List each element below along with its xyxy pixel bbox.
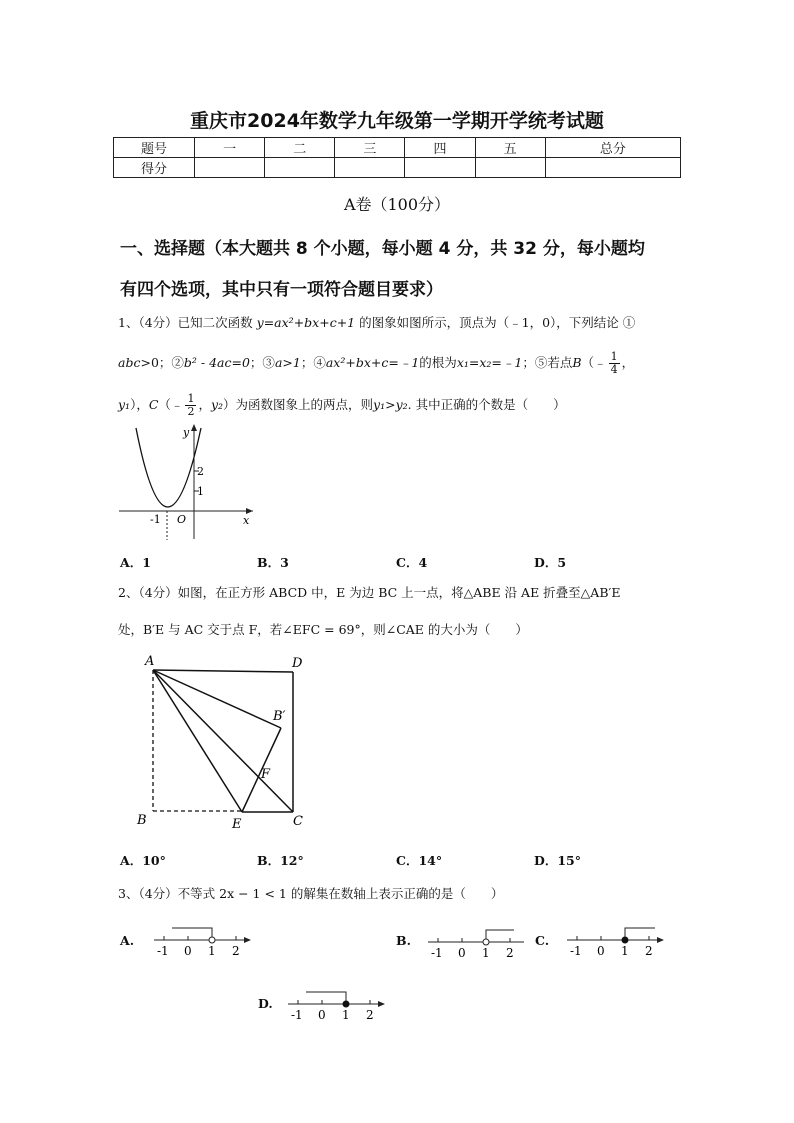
- tick-label: 2: [645, 944, 653, 958]
- q3-stem: 3、（4分）不等式 2x − 1 < 1 的解集在数轴上表示正确的是（ ）: [118, 886, 504, 901]
- tick-label: 2: [506, 946, 514, 960]
- q2-line1: 2、（4分）如图，在正方形 ABCD 中，E 为边 BC 上一点，将△ABE 沿 AE 折叠至△AB′E: [118, 585, 621, 600]
- q2-option-b[interactable]: B．12°: [257, 853, 304, 868]
- score-cell: [265, 158, 335, 178]
- q1-text: . 其中正确的个数是（ ）: [407, 397, 566, 412]
- score-header-cell: 题号: [114, 138, 195, 158]
- q1-option-d[interactable]: D．5: [534, 555, 567, 570]
- tick-label: -1: [570, 944, 582, 958]
- q3-option-d-number-line[interactable]: [284, 986, 389, 1022]
- q1-text: ；③: [249, 355, 275, 370]
- tick-label: 1: [342, 1008, 350, 1022]
- tick-label: 1: [482, 946, 490, 960]
- q3-option-b-number-line[interactable]: [424, 924, 529, 960]
- q1-equation: ax²+bx+c=﹣1: [325, 355, 420, 370]
- score-cell: [335, 158, 405, 178]
- q2-square-figure: [135, 648, 315, 833]
- tick-label: -1: [157, 944, 169, 958]
- part1-heading-line1: 一、选择题（本大题共 8 个小题，每小题 4 分，共 32 分，每小题均: [120, 239, 645, 259]
- parabola-curve: [136, 428, 201, 507]
- q1-line3: [118, 393, 566, 418]
- q2-option-a[interactable]: A．10°: [120, 853, 166, 868]
- graph-tick-2-label: 2: [197, 465, 204, 478]
- score-cell: [545, 158, 680, 178]
- q1-fraction-half: [185, 393, 196, 418]
- q2-option-d[interactable]: D．15°: [534, 853, 581, 868]
- q1-discriminant: b² - 4ac=0: [183, 355, 250, 370]
- q1-point-c: C: [148, 397, 159, 412]
- q1-text: ），: [130, 397, 149, 412]
- q1-text: ）为函数图象上的两点，则: [223, 397, 374, 412]
- score-cell: [475, 158, 545, 178]
- q1-option-c[interactable]: C．4: [396, 555, 428, 570]
- q3-option-d-label[interactable]: D.: [258, 996, 273, 1011]
- number-line-arrow: [378, 1001, 385, 1007]
- q1-y2: y₂: [210, 397, 224, 412]
- graph-y-label: y: [183, 426, 190, 439]
- score-cell: [195, 158, 265, 178]
- segment-ae: [153, 670, 242, 812]
- section-title: A卷（100分）: [343, 195, 451, 214]
- label-d: D: [292, 656, 303, 671]
- score-cell: [405, 158, 475, 178]
- tick-label: 0: [458, 946, 466, 960]
- q3-option-b-label[interactable]: B.: [396, 933, 411, 948]
- solution-bracket: [306, 992, 346, 1001]
- q1-text: （﹣: [158, 397, 184, 412]
- fraction-denominator: 2: [187, 405, 195, 418]
- label-e: E: [232, 817, 242, 832]
- q3-option-a-number-line[interactable]: [150, 922, 255, 958]
- q1-text: 的根为: [419, 355, 457, 370]
- number-line-arrow: [244, 937, 251, 943]
- tick-label: 2: [366, 1008, 374, 1022]
- fraction-numerator: 1: [610, 350, 618, 363]
- q1-text: ，: [198, 397, 211, 412]
- q2-line2: 处，B′E 与 AC 交于点 F，若∠EFC = 69°，则∠CAE 的大小为（ ）: [118, 622, 528, 637]
- q1-prefix: 1、（4分）已知二次函数: [118, 315, 253, 330]
- q1-line2: abc>0；②b² - 4ac=0；③a>1；④ax²+bx+c=﹣1的根为x₁=x₂=﹣1；⑤若点B（﹣ $\frac{1}{4}$ ，: [118, 350, 635, 376]
- score-header-cell: 总分: [545, 138, 680, 158]
- open-endpoint: [483, 939, 489, 945]
- label-b: B: [137, 813, 147, 828]
- tick-label: 2: [232, 944, 240, 958]
- q1-mid: 的图象如图所示，顶点为（﹣1，0），下列结论 ①: [359, 315, 636, 330]
- q1-text: （﹣: [581, 355, 607, 370]
- q2-option-c[interactable]: C．14°: [396, 853, 443, 868]
- q3-option-c-label[interactable]: C.: [535, 933, 550, 948]
- q1-option-b[interactable]: B．3: [257, 555, 289, 570]
- q3-option-a-label[interactable]: A.: [120, 933, 135, 948]
- q1-y1: y₁: [118, 397, 131, 412]
- tick-label: 0: [597, 944, 605, 958]
- part1-heading-line2: 有四个选项，其中只有一项符合题目要求）: [120, 280, 443, 300]
- graph-x-label: x: [243, 514, 250, 527]
- q3-option-c-number-line[interactable]: [563, 922, 668, 958]
- closed-endpoint: [343, 1001, 349, 1007]
- score-header-cell: 四: [405, 138, 475, 158]
- score-row-label: 得分: [114, 158, 195, 178]
- segment-ab-prime: [153, 670, 281, 728]
- graph-origin-label: O: [177, 513, 187, 526]
- solution-bracket: [625, 928, 655, 937]
- score-table-header-row: [114, 138, 681, 158]
- q1-text: >0；②: [140, 355, 184, 370]
- q1-parabola-graph: [115, 420, 265, 542]
- score-header-cell: 二: [265, 138, 335, 158]
- solution-bracket: [486, 930, 514, 939]
- label-c: C: [293, 814, 303, 829]
- q1-abc: abc: [118, 355, 141, 370]
- q1-point-b: B: [572, 355, 582, 370]
- q1-function: y=ax²+bx+c+1: [256, 315, 356, 330]
- q1-text: ；⑤若点: [522, 355, 573, 370]
- q1-fraction-quarter: [609, 351, 620, 376]
- score-header-cell: 五: [475, 138, 545, 158]
- q1-option-a[interactable]: A．1: [120, 555, 151, 570]
- label-b-prime: B′: [273, 709, 286, 724]
- tick-label: 0: [184, 944, 192, 958]
- open-endpoint: [209, 937, 215, 943]
- tick-label: -1: [291, 1008, 303, 1022]
- closed-endpoint: [622, 937, 628, 943]
- solution-bracket: [172, 928, 212, 937]
- q1-line1: [118, 315, 635, 331]
- graph-tick-neg1-label: -1: [150, 513, 161, 526]
- q1-conclusion: y₁>y₂: [373, 397, 408, 412]
- score-header-cell: 一: [195, 138, 265, 158]
- diagonal-ac: [153, 670, 293, 812]
- tick-label: 0: [318, 1008, 326, 1022]
- paper-title: 重庆市2024年数学九年级第一学期开学统考试题: [190, 110, 604, 132]
- tick-label: -1: [431, 946, 443, 960]
- score-table: [113, 137, 681, 178]
- tick-label: 1: [621, 944, 629, 958]
- q1-roots: x₁=x₂=﹣1: [456, 355, 523, 370]
- label-f: F: [261, 767, 271, 782]
- q1-text: ；④: [300, 355, 326, 370]
- q1-a-gt-1: a>1: [274, 355, 301, 370]
- graph-tick-1-label: 1: [197, 485, 204, 498]
- number-line-arrow: [657, 937, 664, 943]
- label-a: A: [145, 654, 155, 669]
- score-table-score-row: [114, 158, 681, 178]
- fraction-denominator: 4: [610, 363, 618, 376]
- score-header-cell: 三: [335, 138, 405, 158]
- y-axis-arrow: [191, 424, 197, 431]
- fraction-numerator: 1: [187, 392, 195, 405]
- side-ad: [153, 670, 293, 672]
- tick-label: 1: [208, 944, 216, 958]
